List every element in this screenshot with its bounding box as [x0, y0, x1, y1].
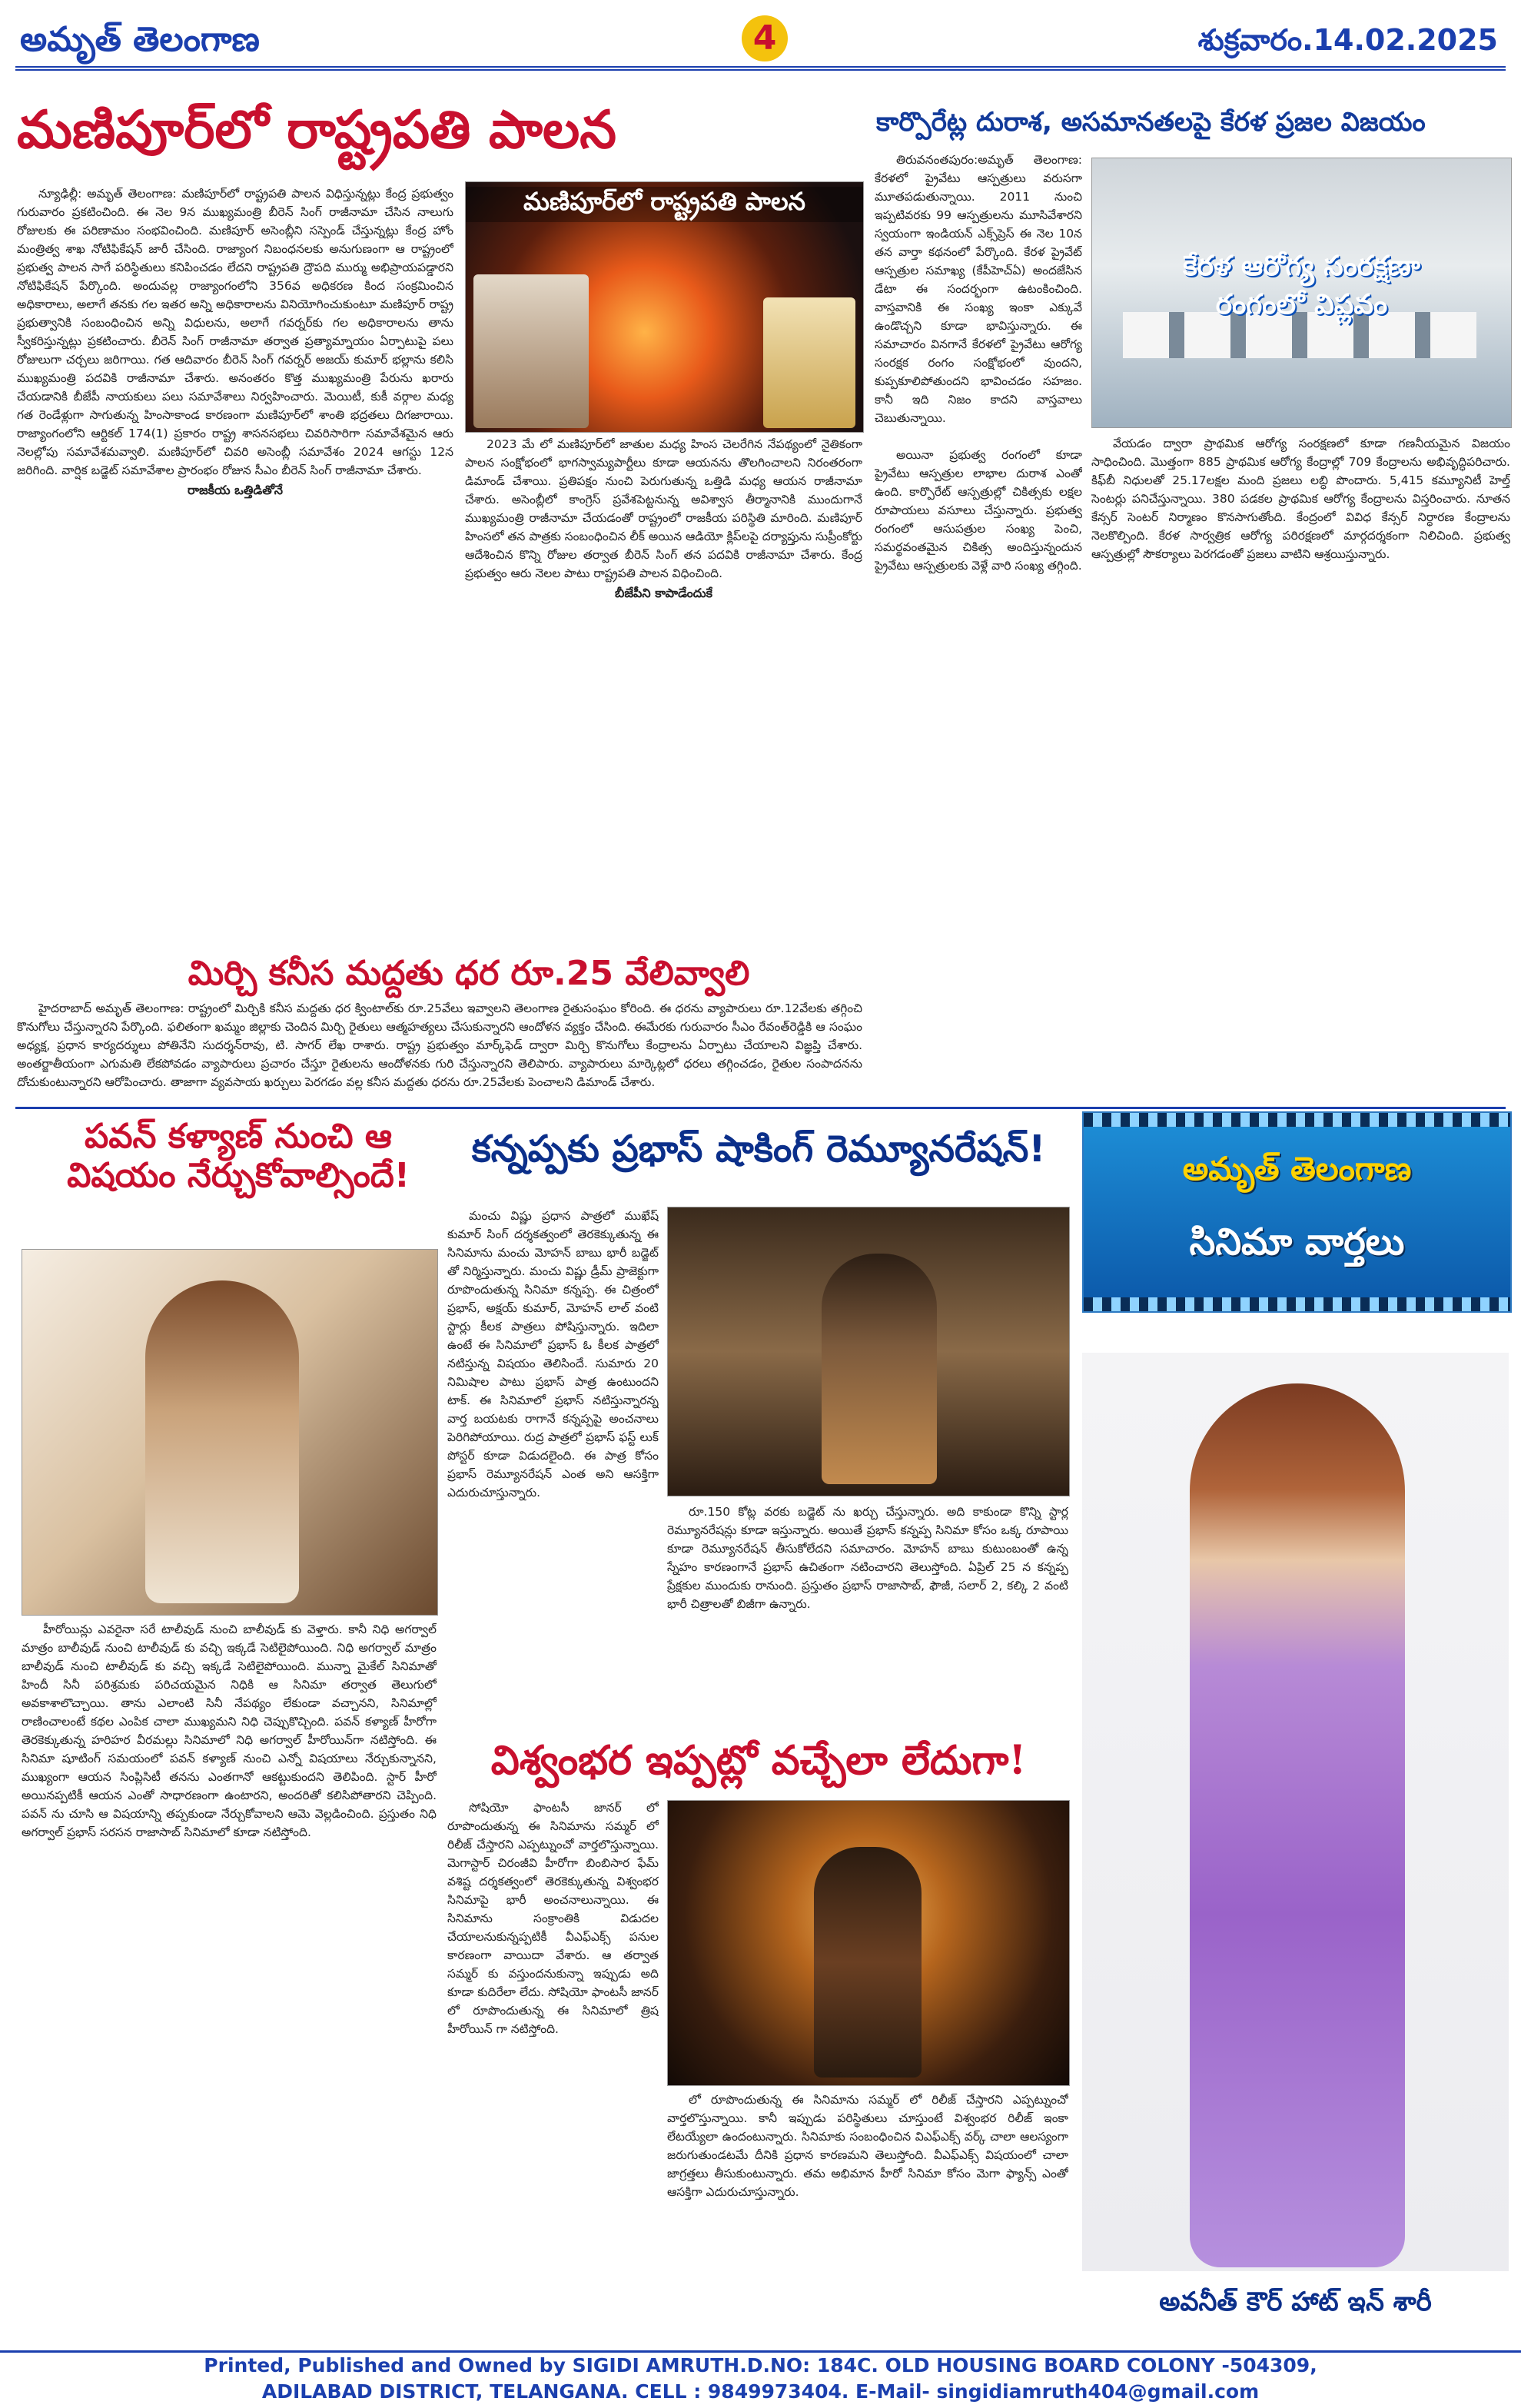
manipur-subhead-2: బీజేపీని కాపాడేందుకే	[615, 586, 712, 600]
mirchi-headline: మిర్చి కనీస మద్దతు ధర రూ.25 వేలివ్వాలి	[188, 954, 750, 993]
section-divider	[15, 1107, 1506, 1109]
footer-line-1: Printed, Published and Owned by SIGIDI AMRUTH.D.NO: 184C. OLD HOUSING BOARD COLONY -504309,	[204, 2354, 1317, 2376]
kannappa-photo	[667, 1207, 1070, 1496]
actress-saree-image-icon	[1190, 1383, 1405, 2267]
cm-portrait	[473, 274, 589, 428]
kannappa-body-bottom: రూ.150 కోట్ల వరకు బడ్జెట్ ను ఖర్చు చేస్తున్నారు. అది కాకుండా కొన్ని స్టార్ల రెమ్యూనరేషన్లు కూడా ఇస్తున్నారు. అయితే ప్రభాస్ కన్నప్ప సినిమా కోసం ఒక్క రూపాయి కూడా రెమ్యూనరేషన్ తీసుకోలేదని సమాచారం. మోహన్ బాబు కుటుంబంతో ఉన్న స్నేహం కారణంగానే ప్రభాస్ ఉచితంగా నటించారని తెలుస్తోంది. ఏప్రిల్ 25 న కన్నప్ప ప్రేక్షకుల ముందుకు రానుంది. ప్రస్తుతం ప్రభాస్ రాజాసాబ్, ఫౌజీ, సలార్ 2, కల్కి 2 వంటి భారీ చిత్రాలతో బిజీగా ఉన్నారు.	[667, 1505, 1068, 1611]
issue-date: శుక్రవారం.14.02.2025	[1197, 23, 1498, 57]
manipur-headline: మణిపూర్‌లో రాష్ట్రపతి పాలన	[17, 99, 616, 161]
manipur-photo	[465, 181, 864, 433]
kannappa-body-left: మంచు విష్ణు ప్రధాన పాత్రలో ముఖేష్ కుమార్ సింగ్ దర్శకత్వంలో తెరకెక్కుతున్న ఈ సినిమాను మంచు మోహన్ బాబు భారీ బడ్జెట్ తో నిర్మిస్తున్నారు. మంచు విష్ణు డ్రీమ్ ప్రాజెక్టుగా రూపొందుతున్న సినిమా కన్నప్ప. ఈ చిత్రంలో ప్రభాస్, అక్షయ్ కుమార్, మోహన్ లాల్ వంటి స్టార్లు కీలక పాత్రలు పోషిస్తున్నారు. ఇదిలా ఉంటే ఈ సినిమాలో ప్రభాస్ ఓ కీలక పాత్రలో నటిస్తున్న విషయం తెలిసిందే. సుమారు 20 నిమిషాల పాటు ప్రభాస్ పాత్ర ఉంటుందని టాక్. ఈ సినిమాలో ప్రభాస్ నటిస్తున్నారన్న వార్త బయటకు రాగానే కన్నప్పపై అంచనాలు పెరిగిపోయాయి. రుద్ర పాత్రలో ప్రభాస్ ఫస్ట్ లుక్ పోస్టర్ కూడా విడుదలైంది. ఈ పాత్ర కోసం ప్రభాస్ రెమ్యూనరేషన్ ఎంత అని ఆసక్తిగా ఎదురుచూస్తున్నారు.	[447, 1209, 659, 1500]
cinema-news-banner	[1082, 1111, 1512, 1313]
viswambhara-body-bottom: లో రూపొందుతున్న ఈ సినిమాను సమ్మర్ లో రిలీజ్ చేస్తారని ఎప్పట్నుంచో వార్తలొస్తున్నాయి. కానీ ఇప్పుడు పరిస్థితులు చూస్తుంటే విశ్వంభర రిలీజ్ ఇంకా లేటయ్యేలా ఉందంటున్నారు. సినిమాకు సంబంధించిన విఎఫ్ఎక్స్ వర్క్ చాలా ఆలస్యంగా జరుగుతుండటమే దీనికి ప్రధాన కారణమని తెలుస్తోంది. వీఎఫ్ఎక్స్ విషయంలో చాలా జాగ్రత్తలు తీసుకుంటున్నారు. తమ అభిమాన హీరో సినిమా కోసం మెగా ఫ్యాన్స్ ఎంతో ఆసక్తిగా ఎదురుచూస్తున్నారు.	[667, 2093, 1068, 2199]
viswambhara-body-left: సోషియో ఫాంటసీ జానర్ లో రూపొందుతున్న ఈ సినిమాను సమ్మర్ లో రిలీజ్ చేస్తారని ఎప్పట్నుంచో వార్తలొస్తున్నాయి. మెగాస్టార్ చిరంజీవి హీరోగా బింబిసార ఫేమ్ వశిష్ట దర్శకత్వంలో తెరకెక్కుతున్న విశ్వంభర సినిమాపై భారీ అంచనాలున్నాయి. ఈ సినిమాను సంక్రాంతికి విడుదల చేయాలనుకున్నప్పటికీ వీఎఫ్ఎక్స్ పనుల కారణంగా వాయిదా వేశారు. ఆ తర్వాత సమ్మర్ కు వస్తుందనుకున్నా ఇప్పుడు అది కూడా కుదిరేలా లేదు. సోషియో ఫాంటసీ జానర్ లో రూపొందుతున్న ఈ సినిమాలో త్రిష హీరోయిన్ గా నటిస్తోంది.	[447, 1801, 659, 2036]
masthead	[15, 15, 1506, 71]
page-number-badge: 4	[742, 15, 788, 61]
kerala-photo-caption-2: రంగంలో విప్లవం	[1215, 289, 1388, 321]
kerala-body-left: అయినా ప్రభుత్వ రంగంలో కూడా ప్రైవేటు ఆస్పత్రుల లాభాల దురాశ ఎంతో ఉంది. కార్పొరేట్ ఆస్పత్రుల్లో చికిత్సకు లక్షల రూపాయలు వసూలు చేస్తున్నారు. ప్రభుత్వ రంగంలో ఆసుపత్రుల సంఖ్య పెంచి, సమర్థవంతమైన చికిత్స అందిస్తున్నందున ప్రైవేటు ఆస్పత్రులకు వెళ్లే వారి సంఖ్య తగ్గింది.	[875, 448, 1082, 573]
kerala-body-top: తిరువనంతపురం:అమృత్ తెలంగాణ: కేరళలో ప్రైవేటు ఆస్పత్రులు వరుసగా మూతపడుతున్నాయి. 2011 నుంచి ఇప్పటివరకు 99 ఆస్పత్రులను మూసివేశారని స్వయంగా ఇండియన్ ఎక్స్‌ప్రెస్ ఈ నెల 10న తన వార్తా కథనంలో పేర్కొంది. కేరళ ప్రైవేట్ ఆస్పత్రుల సమాఖ్య (కేపీహెచ్‌ఏ) అందజేసిన డేటా ఈ సందర్భంగా ఉటంకించింది. వాస్తవానికి ఈ సంఖ్య ఇంకా ఎక్కువే ఉండొచ్చని కూడా భావిస్తున్నారు. ఈ సమాచారం వినగానే కేరళలో ప్రైవేటు ఆరోగ్య సంరక్షక రంగం సంక్షోభంలో వుందని, కుప్పకూలిపోతుందని భావించడం సహజం. కానీ ఇది నిజం కాదని వాస్తవాలు చెబుతున్నాయి.	[875, 153, 1082, 425]
kerala-body-right: వేయడం ద్వారా ప్రాథమిక ఆరోగ్య సంరక్షణలో కూడా గణనీయమైన విజయం సాధించింది. మొత్తంగా 885 ప్రాథమిక ఆరోగ్య కేంద్రాల్లో 709 కేంద్రాలను అభివృద్ధిపరిచారు. కిఫ్‌బీ నిధులతో 25.17లక్షల మంది ప్రజలు లబ్ధి పొందారు. 5,415 కమ్యూనిటీ హెల్త్ సెంటర్లు పనిచేస్తున్నాయి. 380 పడకల ప్రాథమిక ఆరోగ్య కేంద్రాలను విస్తరించారు. నూతన కేన్సర్ సెంటర్ నిర్మాణం కొనసాగుతోంది. కేంద్రంలో వివిధ కేన్సర్ నిర్ధారణ కేంద్రాలను నెలకొల్పింది. కేరళ సార్వత్రిక ఆరోగ్య పరిరక్షణలో మార్గదర్శకంగా నిలిచింది. ప్రభుత్వ ఆస్పత్రుల్లో సౌకర్యాలు పెరగడంతో ప్రజలు వాటిని ఆశ్రయిస్తున్నారు.	[1091, 437, 1510, 561]
kannappa-headline: కన్నప్పకు ప్రభాస్ షాకింగ్ రెమ్యూనరేషన్!	[471, 1128, 1046, 1171]
pawan-body: హీరోయిన్లు ఎవరైనా సరే టాలీవుడ్ నుంచి బాలీవుడ్ కు వెళ్తారు. కానీ నిధి అగర్వాల్ మాత్రం బాలీవుడ్ నుంచి టాలీవుడ్ కు వచ్చి ఇక్కడే సెటిలైపోయింది. నిధి అగర్వాల్ మాత్రం బాలీవుడ్ నుంచి టాలీవుడ్ కు వచ్చి ఇక్కడే సెటిలైపోయింది. మున్నా మైకేల్ సినిమాతో హిందీ సినీ పరిశ్రమకు పరిచయమైన నిధికి ఆ సినిమా తర్వాత తెలుగులో అవకాశాలొచ్చాయి. తాను ఎలాంటి సినీ నేపథ్యం లేకుండా వచ్చానని, సినిమాల్లో రాణించాలంటే కథల ఎంపిక చాలా ముఖ్యమని నిధి చెప్పుకొచ్చింది. పవన్ కళ్యాణ్ హీరోగా తెరకెక్కుతున్న హరిహర వీరమల్లు సినిమాలో నిధి అగర్వాల్ హీరోయిన్‌గా నటిస్తోంది. ఈ సినిమా షూటింగ్ సమయంలో పవన్ కళ్యాణ్ నుంచి ఎన్నో విషయాలు నేర్చుకున్నానని, ముఖ్యంగా ఆయన సింప్లిసిటీ తనను ఎంతగానో ఆకట్టుకుందని తెలిపింది. స్టార్ హీరో అయినప్పటికీ ఆయన ఎంతో సాధారణంగా ఉంటారని, అందరితో కలిసిపోతారని చెప్పింది. పవన్ ను చూసి ఆ విషయాన్ని తప్పకుండా నేర్చుకోవాలని ఆమె వెల్లడించింది. ప్రస్తుతం నిధి అగర్వాల్ ప్రభాస్ సరసన రాజాసాబ్ సినిమాలో కూడా నటిస్తోంది.	[22, 1622, 437, 1839]
manipur-subhead-1: రాజకీయ ఒత్తిడితోనే	[187, 483, 284, 497]
manipur-photo-caption: మణిపూర్‌లో రాష్ట్రపతి పాలన	[466, 187, 863, 222]
pawan-photo	[22, 1249, 438, 1616]
mirchi-body: హైదరాబాద్ అమృత్ తెలంగాణ: రాష్ట్రంలో మిర్చికి కనీస మద్దతు ధర క్వింటాల్‌కు రూ.25వేలు ఇవ్వాలని తెలంగాణ రైతుసంఘం కోరింది. ఈ ధరను వ్యాపారులు రూ.12వేలకు తగ్గించి కొనుగోలు చేస్తున్నారని పేర్కొంది. ఫలితంగా ఖమ్మం జిల్లాకు చెందిన మిర్చి రైతులు ఆత్మహత్యలు చేసుకున్నారని ఆందోళన వ్యక్తం చేసింది. ఈమేరకు గురువారం సీఎం రేవంత్‌రెడ్డికి ఆ సంఘం అధ్యక్ష, ప్రధాన కార్యదర్శులు పోతినేని సుదర్శన్‌రావు, టి. సాగర్ లేఖ రాశారు. రాష్ట్ర ప్రభుత్వం మార్క్‌ఫెడ్ ద్వారా మిర్చి కొనుగోలు కేంద్రాలను ఏర్పాటు చేయాలని విజ్ఞప్తి చేశారు. అంతర్జాతీయంగా ఎగుమతి లేకపోవడం వ్యాపారులు ప్రచారం చేస్తూ రైతులను ఆందోళనకు గురి చేస్తున్నారని తెలిపారు. వ్యాపారులు మార్కెట్లలో ధరలు తగ్గించడం, రైతుల సంపాదనను దోచుకుంటున్నారని ఆరోపించారు. తాజాగా వ్యవసాయ ఖర్చులు పెరగడం వల్ల కనీస మద్దతు ధరను రూ.25వేలకు పెంచాలని డిమాండ్ చేశారు.	[17, 1001, 862, 1089]
cinema-banner-line2: సినిమా వార్తలు	[1189, 1221, 1405, 1264]
kerala-headline: కార్పొరేట్ల దురాశ, అసమానతలపై కేరళ ప్రజల విజయం	[876, 107, 1426, 138]
chiranjeevi-still-image-icon	[814, 1847, 922, 2078]
avneet-photo	[1082, 1353, 1509, 2271]
viswambhara-photo	[667, 1800, 1070, 2086]
avneet-caption: అవనీత్ కౌర్ హాట్ ఇన్ శారీ	[1159, 2287, 1432, 2317]
viswambhara-headline: విశ్వంభర ఇప్పట్లో వచ్చేలా లేదుగా!	[490, 1737, 1027, 1784]
brand-logo: అమృత్ తెలంగాణ	[20, 20, 260, 59]
kerala-photo-caption-1: కేరళ ఆరోగ్య సంరక్షణా	[1183, 251, 1420, 282]
president-portrait	[763, 297, 855, 428]
kerala-photo	[1091, 158, 1512, 428]
prabhas-still-image-icon	[822, 1254, 937, 1484]
pawan-headline: పవన్ కళ్యాణ్ నుంచి ఆ విషయం నేర్చుకోవాల్సిందే!	[67, 1117, 410, 1195]
footer-line-2: ADILABAD DISTRICT, TELANGANA. CELL : 9849973404. E-Mail- singidiamruth404@gmail.com	[261, 2380, 1260, 2403]
footer	[0, 2350, 1521, 2408]
actress-portrait-image-icon	[145, 1280, 299, 1603]
cinema-banner-line1: అమృత్ తెలంగాణ	[1182, 1150, 1412, 1187]
manipur-body-right: 2023 మే లో మణిపూర్‌లో జాతుల మధ్య హింస చెలరేగిన నేపథ్యంలో నైతికంగా పాలన సంక్షోభంలో భాగస్వామ్యపార్టీలు కూడా ఆయనను తొలగించాలని నిరంతరంగా డిమాండ్ చేశాయి. ప్రతిపక్షం నుంచి పెరుగుతున్న ఒత్తిడి మధ్య ఆయన రాజీనామా చేశారు. అసెంబ్లీలో కాంగ్రెస్ ప్రవేశపెట్టనున్న అవిశ్వాస తీర్మానానికి ముందుగానే ముఖ్యమంత్రి రాజీనామా చేయడంతో రాష్ట్రంలో రాజకీయ పరిస్థితి మారింది. మణిపూర్ హింసలో తన పాత్రకు సంబంధించిన లీక్ అయిన ఆడియో క్లిప్‌లపై దర్యాప్తును సుప్రీంకోర్టు ఆదేశించిన కొన్ని రోజుల తర్వాత బీరెన్ సింగ్ తన పదవికి రాజీనామా చేశారు. కేంద్ర ప్రభుత్వం ఆరు నెలల పాటు రాష్ట్రపతి పాలన విధించింది. బీజేపీని కాపాడేందుకే	[465, 435, 862, 945]
manipur-body-left: న్యూఢిల్లీ: అమృత్ తెలంగాణ: మణిపూర్‌లో రాష్ట్రపతి పాలన విధిస్తున్నట్లు కేంద్ర ప్రభుత్వం గురువారం ప్రకటించింది. ఈ నెల 9న ముఖ్యమంత్రి బీరెన్ సింగ్ రాజీనామా చేసిన నాలుగు రోజులకు ఈ పరిణామం సంభవించింది. మణిపూర్ అసెంబ్లీని సస్పెండ్ చేస్తున్నట్లు కేంద్ర హోం మంత్రిత్వ శాఖ నోటిఫికేషన్ జారీ చేసింది. రాజ్యాంగ నిబంధనలకు అనుగుణంగా ఆ రాష్ట్రంలో ప్రభుత్వ పాలన సాగే పరిస్థితులు కనిపించడం లేదని రాష్ట్రపతి ద్రౌపది ముర్ము అభిప్రాయపడ్డారని నోటిఫికేషన్ పేర్కొంది. అందువల్ల రాజ్యాంగంలోని 356వ అధికరణ కింద సంక్రమించిన అధికారాలు, అలాగే తనకు గల ఇతర అన్ని అధికారాలను వినియోగించుకుంటూ మణిపూర్ రాష్ట్ర ప్రభుత్వానికి సంబంధించిన అన్ని విధులను, అలాగే గవర్నర్‌కు గల అధికారాలను తాను స్వీకరిస్తున్నట్లు ప్రకటించారు. బీరెన్ సింగ్ రాజీనామా తర్వాత ప్రత్యామ్నాయం ఏర్పాటుపై పలు రోజులుగా చర్చలు జరిగాయి. గత ఆదివారం బీరెన్ సింగ్ గవర్నర్ అజయ్ కుమార్ భల్లాను కలిసి ముఖ్యమంత్రి పదవికి రాజీనామా చేశారు. అనంతరం కొత్త ముఖ్యమంత్రి పేరును ఖరారు చేయడానికి బీజేపీ నాయకులు పలు సమావేశాలు నిర్వహించారు. మెయిటీ, కుకీ వర్గాల మధ్య గత రెండేళ్లుగా సాగుతున్న హింసాకాండ కారణంగా మణిపూర్‌లో శాంతి భద్రతలు దిగజారాయి. రాజ్యాంగంలోని ఆర్టికల్ 174(1) ప్రకారం రాష్ట్ర శాసనసభలు చివరిసారిగా సమావేశమైన ఆరు నెలల్లోపు సమావేశమవ్వాలి. మణిపూర్‌లో చివరి అసెంబ్లీ సమావేశం 2024 ఆగస్టు 12న జరిగింది. వార్షిక బడ్జెట్ సమావేశాల ప్రారంభం రోజున సీఎం బీరెన్ సింగ్ రాజీనామా చేశారు. రాజకీయ ఒత్తిడితోనే	[17, 184, 453, 945]
